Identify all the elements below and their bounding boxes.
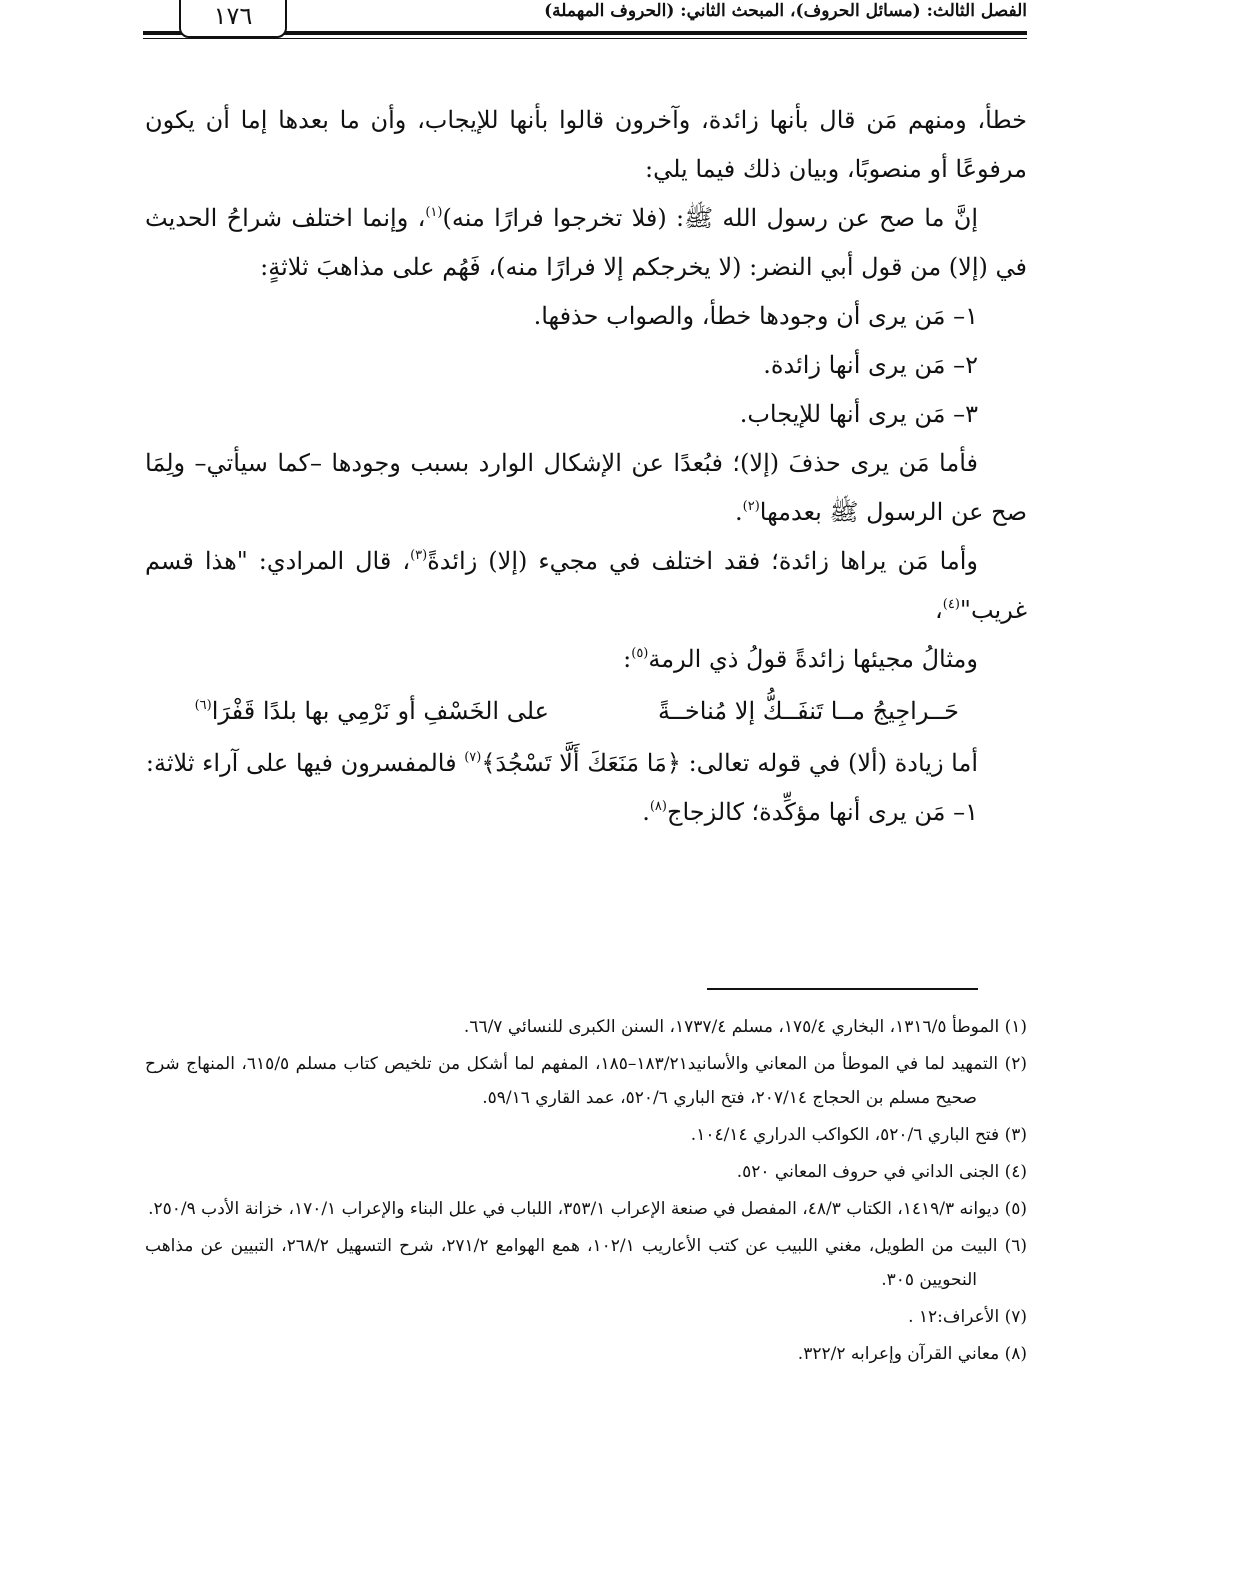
verse-gap xyxy=(549,687,599,736)
main-text xyxy=(145,96,1027,837)
list-item-3 xyxy=(145,390,978,439)
list-item-1-text: ١– مَن يرى أن وجودها خطأ، والصواب حذفها. xyxy=(533,302,978,330)
footnote-8: (٨) معاني القرآن وإعرابه ٣٢٢/٢. xyxy=(797,1344,1027,1364)
paragraph-5-text-b: : xyxy=(623,645,632,673)
footnote-ref-1[interactable]: (١) xyxy=(425,205,443,220)
verse-first-hemistich: حَــراجِيجُ مــا تَنفَــكُّ إلا مُناخــةً xyxy=(657,697,959,725)
footnote-separator xyxy=(707,988,978,990)
list-item-4-text-a: ١– مَن يرى أنها مؤكِّدة؛ كالزجاج xyxy=(666,798,978,826)
header-rule-thin xyxy=(143,38,1027,39)
verse-second-hemistich-text: على الخَسْفِ أو نَرْمِي بها بلدًا قَفْرَا xyxy=(211,697,549,725)
paragraph-6-text-b: فالمفسرون فيها على آراء ثلاثة: xyxy=(145,749,465,777)
paragraph-6-text-a: أما زيادة (ألا) في قوله تعالى: ﴿مَا مَنَعَكَ أَلَّا تَسْجُدَ﴾ xyxy=(481,749,978,777)
footnote-ref-6[interactable]: (٦) xyxy=(194,698,212,713)
page-number: ١٧٦ xyxy=(179,0,287,38)
footnote-1: (١) الموطأ ١٣١٦/٥، البخاري ١٧٥/٤، مسلم ١٧٣٧/٤، السنن الكبرى للنسائي ٦٦/٧. xyxy=(463,1017,1027,1037)
list-item-1 xyxy=(145,292,978,341)
paragraph-6 xyxy=(145,739,1027,788)
paragraph-4 xyxy=(145,537,1027,635)
footnote-7: (٧) الأعراف:١٢ . xyxy=(908,1307,1027,1327)
paragraph-1-text: خطأ، ومنهم مَن قال بأنها زائدة، وآخرون قالوا بأنها للإيجاب، وأن ما بعدها إما أن يكون مرفوعًا أو منصوبًا، وبيان ذلك فيما يلي: xyxy=(145,106,1027,183)
paragraph-5 xyxy=(145,635,1027,684)
paragraph-2-text-b: ، وإنما اختلف شراحُ الحديث في (إلا) من قول أبي النضر: (لا يخرجكم إلا فرارًا منه)، فَهُم على مذاهبَ ثلاثةٍ: xyxy=(145,204,1027,281)
list-item-2 xyxy=(145,341,978,390)
paragraph-4-text-b: ، قال المرادي: "هذا قسم غريب" xyxy=(145,547,1027,624)
footnote-5: (٥) ديوانه ١٤١٩/٣، الكتاب ٤٨/٣، المفصل في صنعة الإعراب ٣٥٣/١، اللباب في علل البناء والإعراب ١٧٠/١، خزانة الأدب ٢٥٠/٩. xyxy=(148,1199,1027,1219)
footnote-3: (٣) فتح الباري ٥٢٠/٦، الكواكب الدراري ١٠٤/١٤. xyxy=(690,1125,1027,1145)
footnote-ref-4[interactable]: (٤) xyxy=(942,597,960,612)
footnote-6: (٦) البيت من الطويل، مغني اللبيب عن كتب الأعاريب ١٠٢/١، همع الهوامع ٢٧١/٢، شرح التسهيل ٢٦٨/٢، التبيين عن مذاهب النحويين ٣٠٥. xyxy=(145,1236,1027,1290)
paragraph-2 xyxy=(145,194,1027,292)
list-item-4-text-b: . xyxy=(642,798,650,826)
footnote-ref-8[interactable]: (٨) xyxy=(649,799,667,814)
paragraph-3 xyxy=(145,439,1027,537)
footnotes xyxy=(145,1010,1027,1374)
running-header xyxy=(143,0,1027,44)
paragraph-3-text-a: فأما مَن يرى حذفَ (إلا)؛ فبُعدًا عن الإشكال الوارد بسبب وجودها –كما سيأتي– ولِمَا صح عن الرسول ﷺ بعدمها xyxy=(145,449,1027,526)
footnote-2: (٢) التمهيد لما في الموطأ من المعاني والأسانيد١٨٣/٢١–١٨٥، المفهم لما أشكل من تلخيص كتاب مسلم ٦١٥/٥، المنهاج شرح صحيح مسلم بن الحجاج ٢٠٧/١٤، فتح الباري ٥٢٠/٦، عمد القاري ٥٩/١٦. xyxy=(145,1054,1027,1108)
verse-second-hemistich xyxy=(189,687,549,736)
paragraph-4-text-c: ، xyxy=(935,596,943,624)
paragraph-1 xyxy=(145,96,1027,194)
footnote-ref-3[interactable]: (٣) xyxy=(410,548,428,563)
footnote-ref-7[interactable]: (٧) xyxy=(464,750,482,765)
paragraph-5-text-a: ومثالُ مجيئها زائدةً قولُ ذي الرمة xyxy=(648,645,978,673)
list-item-2-text: ٢– مَن يرى أنها زائدة. xyxy=(763,351,978,379)
list-item-4 xyxy=(145,788,978,837)
footnote-ref-5[interactable]: (٥) xyxy=(631,646,649,661)
paragraph-2-text-a: إنَّ ما صح عن رسول الله ﷺ: (فلا تخرجوا فرارًا منه) xyxy=(442,204,979,232)
poetry-verse xyxy=(145,687,959,736)
footnote-4: (٤) الجنى الداني في حروف المعاني ٥٢٠. xyxy=(736,1162,1027,1182)
chapter-title: الفصل الثالث: (مسائل الحروف)، المبحث الثاني: (الحروف المهملة) xyxy=(544,1,1027,21)
paragraph-3-text-b: . xyxy=(734,498,743,526)
footnote-ref-2[interactable]: (٢) xyxy=(742,499,760,514)
list-item-3-text: ٣– مَن يرى أنها للإيجاب. xyxy=(739,400,978,428)
paragraph-4-text-a: وأما مَن يراها زائدة؛ فقد اختلف في مجيء (إلا) زائدةً xyxy=(427,547,978,575)
